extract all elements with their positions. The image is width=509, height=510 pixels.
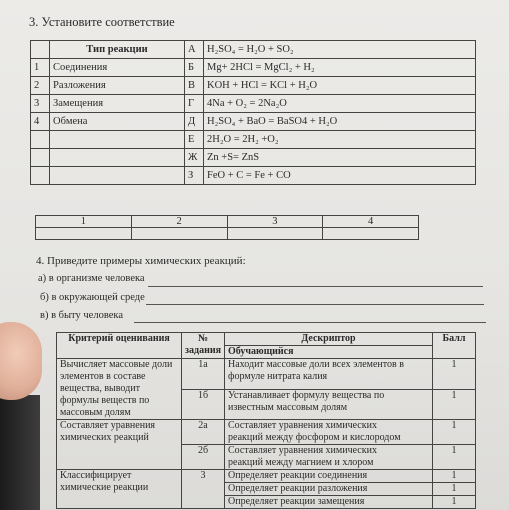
answer-col-label: 4: [323, 216, 419, 228]
type-header: Тип реакции: [50, 41, 185, 59]
answer-line[interactable]: [146, 304, 484, 305]
answer-cell[interactable]: [36, 228, 132, 240]
reaction-letter: Б: [185, 59, 204, 77]
type-name: Обмена: [50, 113, 185, 131]
answer-cell[interactable]: [131, 228, 227, 240]
answer-col-label: 1: [36, 216, 132, 228]
reaction-letter: Д: [185, 113, 204, 131]
criterion-cell: Классифицирует химические реакции: [57, 470, 182, 509]
reaction-equation: KOH + HCl = KCl + H₂O: [204, 77, 476, 95]
task-number: 2а: [182, 420, 225, 445]
reaction-equation: Zn +S= ZnS: [204, 149, 476, 167]
score-cell: 1: [433, 496, 476, 509]
answer-col-label: 3: [227, 216, 323, 228]
reaction-equation: Mg+ 2HCl = MgCl₂ + H₂: [204, 59, 476, 77]
type-number: 3: [31, 95, 50, 113]
task4-heading: 4. Приведите примеры химических реакций:: [36, 255, 246, 267]
reaction-letter: В: [185, 77, 204, 95]
answer-cell[interactable]: [323, 228, 419, 240]
reaction-letter: З: [185, 167, 204, 185]
reaction-equation: H₂SO₄ = H₂O + SO₂: [204, 41, 476, 59]
answer-cell[interactable]: [227, 228, 323, 240]
score-header: Балл: [433, 333, 476, 359]
score-cell: 1: [433, 420, 476, 445]
descriptor-cell: Устанавливает формулу вещества по известным массовым долям: [225, 389, 433, 420]
reaction-letter: Е: [185, 131, 204, 149]
task4-item: б) в окружающей среде: [40, 292, 145, 303]
type-number: 2: [31, 77, 50, 95]
task3-heading: 3. Установите соответствие: [29, 15, 175, 29]
student-header: Обучающийся: [225, 346, 433, 359]
score-cell: 1: [433, 389, 476, 420]
thumb: [0, 322, 42, 400]
task-number: 2б: [182, 445, 225, 470]
descriptor-cell: Определяет реакции соединения: [225, 470, 433, 483]
type-number: 4: [31, 113, 50, 131]
type-name: Соединения: [50, 59, 185, 77]
reaction-equation: 2H₂O = 2H₂ +O₂: [204, 131, 476, 149]
descriptor-cell: Составляет уравнения химических реакций между фосфором и кислородом: [225, 420, 433, 445]
score-cell: 1: [433, 483, 476, 496]
criterion-cell: Составляет уравнения химических реакций: [57, 420, 182, 470]
score-cell: 1: [433, 470, 476, 483]
reaction-letter: Г: [185, 95, 204, 113]
background-shadow: [0, 395, 40, 510]
task-number: 1б: [182, 389, 225, 420]
task4-item: в) в быту человека: [40, 310, 123, 321]
score-cell: 1: [433, 445, 476, 470]
reaction-equation: 4Na + O₂ = 2Na₂O: [204, 95, 476, 113]
type-number: 1: [31, 59, 50, 77]
descriptor-cell: Находит массовые доли всех элементов в формуле нитрата калия: [225, 359, 433, 390]
reaction-equation: H₂SO₄ + BaO = BaSO4 + H₂O: [204, 113, 476, 131]
type-name: Разложения: [50, 77, 185, 95]
descriptor-header: Дескриптор: [225, 333, 433, 346]
task-number: 1а: [182, 359, 225, 390]
task4-item: а) в организме человека: [38, 273, 145, 284]
matching-table: [30, 40, 476, 185]
criterion-cell: Вычисляет массовые доли элементов в составе вещества, выводит формулы веществ по массовым долям: [57, 359, 182, 420]
answer-line[interactable]: [148, 286, 483, 287]
type-name: Замещения: [50, 95, 185, 113]
criteria-table: [56, 332, 476, 509]
reaction-letter: Ж: [185, 149, 204, 167]
answer-line[interactable]: [134, 322, 486, 323]
descriptor-cell: Определяет реакции замещения: [225, 496, 433, 509]
criterion-header: Критерий оценивания: [57, 333, 182, 359]
task-number: 3: [182, 470, 225, 509]
answer-col-label: 2: [131, 216, 227, 228]
score-cell: 1: [433, 359, 476, 390]
descriptor-cell: Составляет уравнения химических реакций между магнием и хлором: [225, 445, 433, 470]
descriptor-cell: Определяет реакции разложения: [225, 483, 433, 496]
answer-grid: [35, 215, 419, 240]
reaction-equation: FeO + C = Fe + CO: [204, 167, 476, 185]
task-number-header: № задания: [182, 333, 225, 359]
reaction-letter: А: [185, 41, 204, 59]
